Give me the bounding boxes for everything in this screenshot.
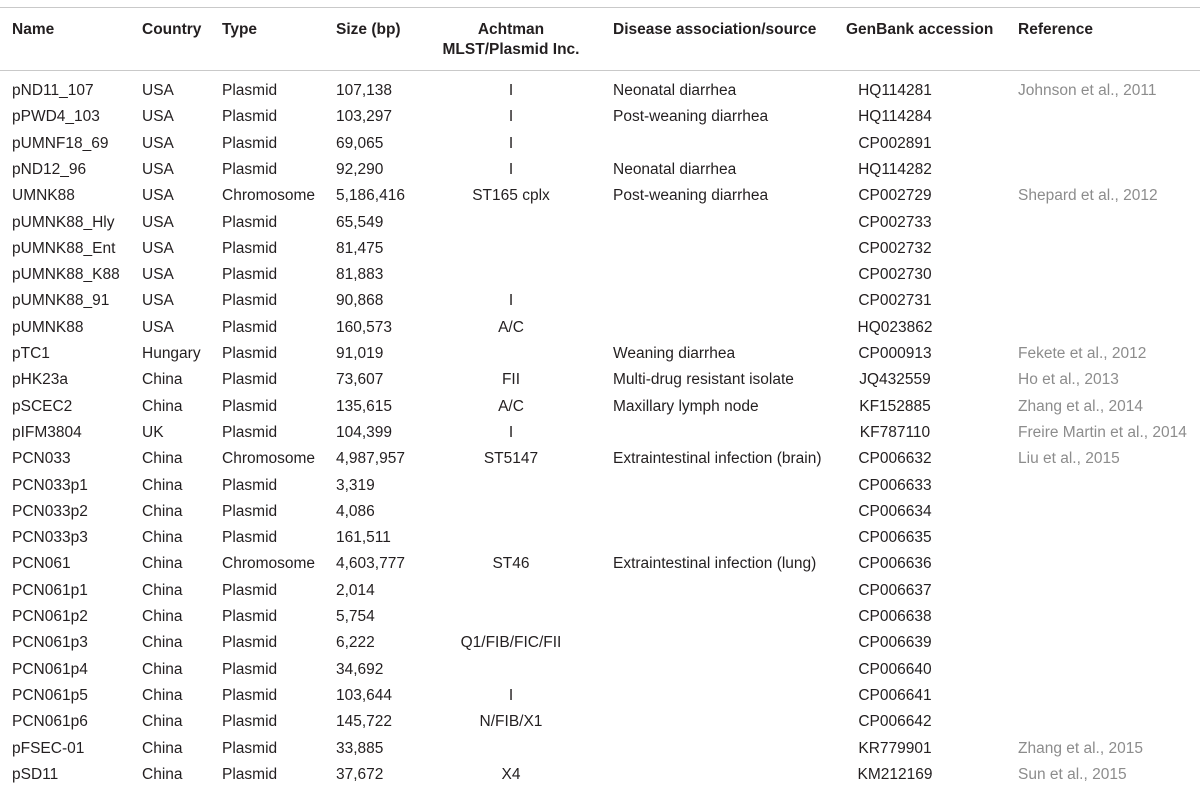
cell-country: China [142,713,183,731]
cell-name: PCN061p1 [12,581,88,599]
cell-genbank: KM212169 [857,765,933,783]
cell-name: PCN033p3 [12,529,88,547]
cell-size: 34,692 [336,660,384,678]
cell-reference: Sun et al., 2015 [1018,765,1127,783]
cell-country: China [142,502,183,520]
cell-reference: Fekete et al., 2012 [1018,345,1147,362]
cell-mlst: I [508,686,514,704]
cell-name: pUMNK88_91 [12,292,110,310]
cell-size: 81,475 [336,239,384,257]
cell-genbank: KF787110 [859,423,931,441]
cell-type: Plasmid [222,371,278,389]
cell-genbank: CP002891 [858,134,932,152]
cell-genbank: CP006635 [858,529,932,547]
top-rule [0,7,1200,8]
table-row [0,762,1200,788]
cell-name: PCN061p2 [12,608,88,625]
header-name: Name [12,21,55,38]
table-row [0,604,1200,630]
table-row [0,341,1200,367]
cell-mlst: X4 [501,765,521,783]
cell-mlst: A/C [498,397,524,415]
cell-size: 160,573 [336,318,393,336]
cell-disease: Weaning diarrhea [613,345,736,362]
cell-type: Plasmid [222,660,278,678]
cell-country: USA [142,108,174,126]
cell-disease: Extraintestinal infection (lung) [613,555,817,573]
cell-size: 145,722 [336,713,393,731]
table-row [0,78,1200,104]
cell-disease: Multi-drug resistant isolate [613,371,794,389]
cell-size: 104,399 [336,423,393,441]
cell-country: China [142,476,183,494]
cell-mlst: I [508,82,514,99]
cell-country: USA [142,82,174,99]
cell-type: Plasmid [222,160,278,178]
cell-size: 90,868 [336,292,384,310]
cell-name: pIFM3804 [12,423,82,441]
cell-size: 107,138 [336,82,393,99]
cell-name: pSD11 [12,765,59,783]
cell-reference: Liu et al., 2015 [1018,450,1120,468]
cell-mlst: ST165 cplx [472,187,550,205]
table-row [0,630,1200,656]
table-row [0,236,1200,262]
table-row [0,367,1200,393]
cell-mlst: I [508,134,514,152]
cell-name: PCN061 [12,555,71,573]
header-rule [0,70,1200,71]
cell-genbank: CP006637 [858,581,932,599]
cell-country: China [142,739,183,757]
cell-type: Plasmid [222,529,278,547]
cell-genbank: HQ023862 [857,318,933,336]
cell-type: Plasmid [222,318,278,336]
cell-mlst: I [508,292,514,310]
cell-name: PCN033p2 [12,502,88,520]
cell-name: PCN061p3 [12,634,88,652]
cell-country: China [142,371,183,389]
cell-mlst: I [508,160,514,178]
cell-country: USA [142,292,174,310]
header-type: Type [222,21,258,38]
cell-type: Plasmid [222,686,278,704]
cell-genbank: CP002731 [858,292,932,310]
cell-name: PCN061p4 [12,660,88,678]
cell-type: Plasmid [222,134,278,152]
cell-name: pTC1 [12,345,50,362]
cell-genbank: HQ114282 [858,160,932,178]
cell-type: Chromosome [222,555,316,573]
cell-size: 4,603,777 [336,555,405,573]
cell-size: 69,065 [336,134,384,152]
cell-name: pFSEC-01 [12,739,85,757]
cell-mlst: ST5147 [483,450,539,468]
cell-type: Plasmid [222,502,278,520]
cell-name: PCN061p6 [12,713,88,731]
cell-country: USA [142,160,174,178]
cell-size: 91,019 [336,345,384,362]
cell-type: Plasmid [222,634,278,652]
cell-name: pPWD4_103 [12,108,100,126]
cell-name: PCN033p1 [12,476,88,494]
cell-size: 4,086 [336,502,375,520]
table-row [0,288,1200,314]
cell-type: Chromosome [222,450,316,468]
header-size: Size (bp) [336,21,401,38]
cell-country: China [142,634,183,652]
cell-name: pUMNF18_69 [12,134,109,152]
cell-size: 161,511 [336,529,391,547]
cell-mlst: N/FIB/X1 [479,713,543,731]
cell-genbank: CP006638 [858,608,932,625]
cell-country: USA [142,239,174,257]
table-row [0,446,1200,472]
cell-name: pUMNK88_Ent [12,239,116,257]
cell-country: USA [142,213,174,231]
cell-reference: Freire Martin et al., 2014 [1018,423,1187,441]
cell-name: pND11_107 [12,82,94,99]
cell-reference: Zhang et al., 2014 [1018,397,1143,415]
cell-size: 4,987,957 [336,450,405,468]
table-row [0,473,1200,499]
cell-genbank: CP006639 [858,634,932,652]
cell-reference: Zhang et al., 2015 [1018,739,1143,757]
cell-type: Plasmid [222,423,278,441]
cell-name: PCN033 [12,450,71,468]
cell-genbank: KF152885 [859,397,931,415]
cell-size: 2,014 [336,581,375,599]
cell-size: 135,615 [336,397,393,415]
cell-genbank: CP002729 [858,187,932,205]
cell-genbank: CP002732 [858,239,932,257]
cell-type: Plasmid [222,581,278,599]
table-row [0,210,1200,236]
header-disease: Disease association/source [613,21,817,38]
cell-mlst: A/C [498,318,524,336]
cell-genbank: CP006636 [858,555,932,573]
cell-type: Plasmid [222,213,278,231]
cell-genbank: CP006633 [858,476,932,494]
cell-name: pHK23a [12,371,69,389]
table-row [0,131,1200,157]
cell-genbank: CP006641 [858,686,932,704]
cell-size: 37,672 [336,765,384,783]
cell-name: pUMNK88_K88 [12,266,120,284]
cell-country: USA [142,134,174,152]
table-row [0,315,1200,341]
cell-disease: Neonatal diarrhea [613,82,737,99]
cell-disease: Neonatal diarrhea [613,160,737,178]
cell-country: China [142,581,183,599]
table-row [0,657,1200,683]
header-genbank: GenBank accession [846,21,994,38]
table-row [0,394,1200,420]
cell-size: 33,885 [336,739,384,757]
cell-size: 81,883 [336,266,384,284]
cell-name: pUMNK88_Hly [12,213,115,231]
cell-type: Plasmid [222,397,278,415]
cell-type: Chromosome [222,187,316,205]
cell-type: Plasmid [222,108,278,126]
cell-country: Hungary [142,345,201,362]
cell-country: China [142,608,183,625]
cell-genbank: CP002733 [858,213,932,231]
cell-name: UMNK88 [12,187,75,205]
cell-mlst: ST46 [492,555,530,573]
table-row [0,104,1200,130]
cell-reference: Johnson et al., 2011 [1018,82,1157,99]
cell-genbank: CP000913 [858,345,932,362]
cell-genbank: CP006642 [858,713,932,731]
header-country: Country [142,21,202,38]
cell-name: pSCEC2 [12,397,73,415]
cell-mlst: FII [501,371,521,389]
cell-type: Plasmid [222,476,278,494]
cell-country: China [142,765,183,783]
cell-country: China [142,529,183,547]
cell-disease: Post-weaning diarrhea [613,108,769,126]
cell-size: 5,754 [336,608,375,625]
cell-name: PCN061p5 [12,686,88,704]
cell-type: Plasmid [222,266,278,284]
cell-country: China [142,450,183,468]
cell-country: USA [142,318,174,336]
cell-mlst: I [508,423,514,441]
table-row [0,709,1200,735]
cell-size: 73,607 [336,371,384,389]
header-reference: Reference [1018,21,1093,38]
cell-name: pND12_96 [12,160,87,178]
cell-country: UK [142,423,164,441]
cell-type: Plasmid [222,292,278,310]
cell-type: Plasmid [222,739,278,757]
cell-genbank: HQ114284 [858,108,932,126]
cell-size: 103,297 [336,108,393,126]
cell-size: 92,290 [336,160,384,178]
cell-country: USA [142,266,174,284]
cell-country: USA [142,187,174,205]
cell-size: 5,186,416 [336,187,405,205]
cell-country: China [142,686,183,704]
cell-type: Plasmid [222,82,278,99]
table-row [0,420,1200,446]
cell-size: 6,222 [336,634,375,652]
header-mlst [428,20,594,60]
cell-country: China [142,555,183,573]
table-row [0,551,1200,577]
cell-genbank: CP006632 [858,450,932,468]
cell-size: 103,644 [336,686,393,704]
header-mlst-line1: Achtman [477,21,545,38]
cell-size: 65,549 [336,213,384,231]
cell-genbank: JQ432559 [859,371,931,389]
cell-type: Plasmid [222,345,278,362]
cell-disease: Maxillary lymph node [613,397,759,415]
cell-disease: Extraintestinal infection (brain) [613,450,822,468]
table-row [0,157,1200,183]
cell-genbank: KR779901 [858,739,932,757]
cell-genbank: CP006634 [858,502,932,520]
cell-country: China [142,397,183,415]
cell-size: 3,319 [336,476,375,494]
cell-disease: Post-weaning diarrhea [613,187,769,205]
table-row [0,183,1200,209]
cell-genbank: CP006640 [858,660,932,678]
cell-reference: Ho et al., 2013 [1018,371,1119,389]
table-row [0,736,1200,762]
cell-name: pUMNK88 [12,318,84,336]
table-row [0,499,1200,525]
cell-type: Plasmid [222,608,278,625]
cell-mlst: I [508,108,514,126]
table-row [0,262,1200,288]
cell-reference: Shepard et al., 2012 [1018,187,1158,205]
cell-type: Plasmid [222,765,278,783]
table-row [0,525,1200,551]
cell-type: Plasmid [222,713,278,731]
header-mlst-line2: MLST/Plasmid Inc. [442,41,580,58]
cell-mlst: Q1/FIB/FIC/FII [460,634,562,652]
table-row [0,578,1200,604]
cell-type: Plasmid [222,239,278,257]
cell-genbank: HQ114281 [858,82,932,99]
table-row [0,683,1200,709]
cell-country: China [142,660,183,678]
cell-genbank: CP002730 [858,266,932,284]
